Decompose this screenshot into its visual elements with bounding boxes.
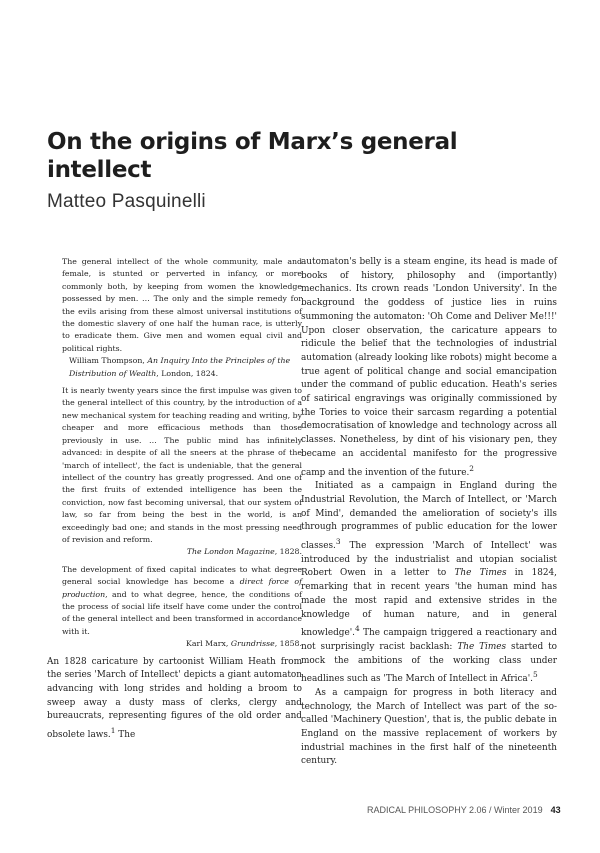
epigraph-thompson: The general intellect of the whole community, male and female, is stunted or perverted in infancy, or more commonly both, by keeping from women the knowledge possessed by men. … The only and the simple remedy for the evils arising from these almost universal institutions of the domestic slavery of one half the human race, is utterly to eradicate them. Give men and women equal civil and political rights. [62, 257, 302, 353]
body-text: The expression 'March of Intellect' was introduced by the industrialist and utopian socialist Robert Owen in a letter to [301, 541, 557, 579]
body-paragraph-3: As a campaign for progress in both literacy and technology, the March of Intellect was part of the so-called 'Machinery Question', that is, the public debate in England on the massive replacement of workers by industrial machines in the first half of the nineteenth century. [301, 687, 557, 767]
footnote-ref-2[interactable]: 2 [469, 463, 474, 473]
page-number: 43 [550, 805, 561, 815]
body-text: The [115, 730, 136, 741]
article-title: On the origins of Marx’s general intellect [47, 129, 458, 183]
attribution-author: William Thompson, [69, 356, 148, 366]
quote-text: , and to what degree, hence, the conditions of the process of social life itself have come under the control of the general intellect and been transformed in accordance with it. [62, 589, 302, 636]
journal-name: RADICAL PHILOSOPHY 2.06 / Winter 2019 [367, 805, 543, 815]
right-column [301, 256, 557, 769]
epigraph-thompson-attribution [69, 355, 302, 380]
body-text: in 1824, remarking that in recent years 'the human mind has made the most rapid and extensive strides in the knowledge of human nature, and in general knowledge'. [301, 568, 557, 639]
left-column [47, 256, 302, 743]
body-paragraph-2 [301, 480, 557, 687]
body-paragraph-1 [47, 656, 302, 743]
quote-text: The development of fixed capital indicates to what degree general social knowledge has become a [62, 564, 302, 587]
body-paragraph-1-continued [301, 256, 557, 480]
body-text: Initiated as a campaign in England during the Industrial Revolution, the March of Intellect, or 'March of Mind', demanded the amelioration of society's ills through programmes of public education for the lower classes. [301, 481, 557, 551]
quote-emphasis: direct force of production [62, 577, 302, 599]
article-author: Matteo Pasquinelli [47, 191, 206, 212]
newspaper-title: The Times [454, 568, 507, 579]
footnote-ref-4[interactable]: 4 [355, 624, 360, 634]
epigraph-marx-attribution [47, 638, 302, 650]
footnote-ref-1[interactable]: 1 [110, 726, 116, 736]
epigraph-marx [62, 564, 302, 638]
attribution-work: Grundrisse [230, 639, 275, 649]
attribution-work: The London Magazine [186, 547, 275, 557]
attribution-author: Karl Marx, [186, 639, 231, 649]
footnote-ref-3[interactable]: 3 [335, 537, 341, 547]
epigraph-london-magazine: It is nearly twenty years since the first impulse was given to the general intellect of this country, by the introduction of a new mechanical system for teaching reading and writing, by cheaper and more efficacious methods than those previously in use. … The public mind has infinitely advanced: in despite of all the sneers at the phrase of the 'march of intellect', the fact is undeniable, that the general intellect of the country has greatly progressed. And one of the first fruits of extended intelligence has been the conviction, now fast becoming universal, that our system of law, so far from being the best in the world, is an exceedingly bad one; and stands in the most pressing need of revision and reform. [62, 386, 302, 544]
footnote-ref-5[interactable]: 5 [532, 670, 538, 680]
attribution-rest: , 1858. [274, 639, 302, 649]
body-text: automaton's belly is a steam engine, its head is made of books of history, philosophy and (importantly) mechanics. Its crown reads 'London University'. In the background the goddess of justice lies in ruins summoning the automaton: 'Oh Come and Deliver Me!!!' Upon closer observation, the caricature appears to ridicule the belief that the technologies of industrial automation (already looking like robots) might become a true agent of political change and social emancipation under the command of public education. Heath's series of satirical engravings was originally commissioned by the Tories to voice their sarcasm regarding a potential democratisation of knowledge and technology across all classes. Nonetheless, by dint of his visionary pen, they became an accidental manifesto for the progressive camp and the invention of the future. [301, 257, 557, 478]
attribution-work: An Inquiry Into the Principles of the Distribution of Wealth [69, 356, 291, 378]
body-text: The campaign triggered a reactionary and not surprisingly racist backlash: [301, 628, 557, 652]
attribution-rest: , 1828. [274, 547, 302, 557]
attribution-rest: , London, 1824. [156, 368, 219, 378]
newspaper-title: The Times [457, 641, 507, 652]
page-footer [367, 805, 561, 815]
epigraph-london-magazine-attribution [47, 546, 302, 558]
body-text: started to mock the ambitions of the working class under headlines such as 'The March of Intellect in Africa'. [301, 641, 557, 685]
body-text: An 1828 caricature by cartoonist William Heath from the series 'March of Intellect' depicts a giant automaton advancing with long strides and holding a broom to sweep away a dusty mass of clerks, clergy and bureaucrats, representing figures of the old order and obsolete laws. [47, 656, 302, 741]
